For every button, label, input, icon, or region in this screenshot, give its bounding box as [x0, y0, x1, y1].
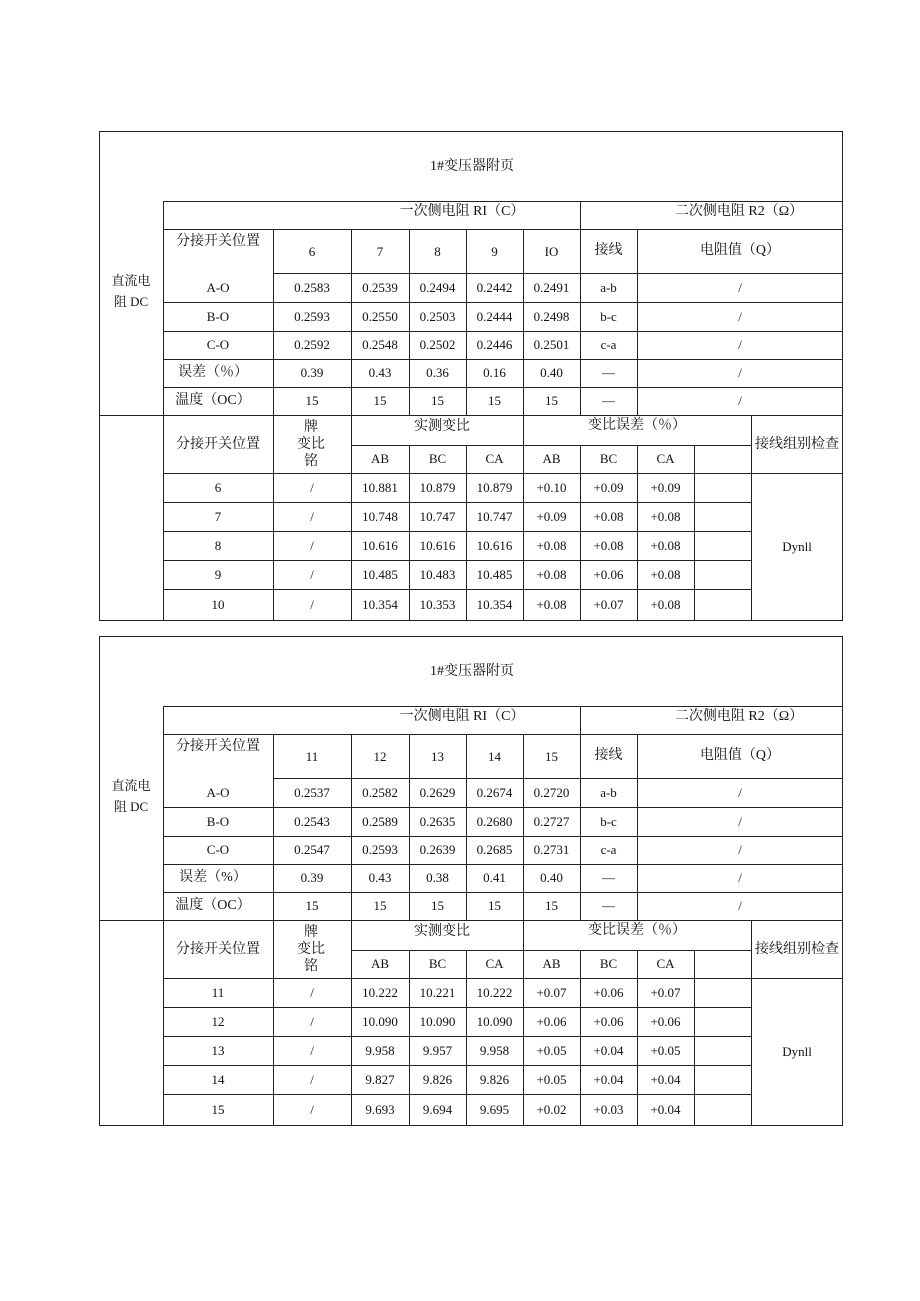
resistance-value-cell: 0.2550 — [362, 308, 398, 324]
measured-ratio-cell: 10.881 — [362, 479, 398, 495]
measured-ratio-cell: 10.221 — [419, 984, 456, 1000]
resistance-value-cell: 0.2589 — [362, 813, 398, 829]
resistance-value-cell: 0.2498 — [533, 308, 570, 324]
resistance-value-cell: 0.38 — [426, 870, 449, 885]
resistance-value-cell: 0.2583 — [294, 279, 330, 295]
nameplate-ratio-cell: / — [310, 508, 314, 524]
rule-v — [273, 734, 274, 920]
ratio-tap-cell: 8 — [214, 537, 222, 553]
measured-ratio-cell: 10.616 — [419, 537, 456, 553]
measured-ratio-cell: 9.958 — [479, 1042, 510, 1058]
wiring-label: 接线 — [594, 748, 623, 763]
resistance-row-label: 温度（OC） — [175, 898, 251, 913]
wiring-cell: — — [602, 870, 615, 885]
resistance-value-cell: 15 — [305, 393, 319, 408]
ratio-tap-cell: 14 — [211, 1071, 225, 1087]
secondary-resistance-cell: / — [738, 337, 742, 352]
resistance-value-cell: 0.2680 — [476, 813, 513, 829]
ratio-error-cell: +0.08 — [536, 597, 567, 612]
rule-h — [163, 387, 843, 388]
measured-ratio-cell: 10.879 — [419, 479, 456, 495]
measured-ratio-cell: 10.354 — [362, 597, 398, 612]
measured-ratio-cell: 9.826 — [479, 1071, 510, 1087]
measured-ratio-cell: 10.222 — [362, 984, 398, 1000]
resistance-row-label: A-O — [206, 279, 230, 295]
phase-column-header: CA — [656, 956, 675, 971]
resistance-value-cell: 0.40 — [540, 365, 563, 380]
ratio-error-cell: +0.04 — [593, 1071, 624, 1087]
resistance-row-label: 误差（％） — [178, 365, 248, 380]
ratio-error-cell: +0.09 — [650, 479, 681, 495]
ratio-error-cell: +0.08 — [650, 508, 681, 524]
ratio-error-cell: +0.04 — [593, 1042, 624, 1058]
measured-ratio-cell: 10.090 — [362, 1013, 398, 1029]
ratio-error-cell: +0.05 — [650, 1042, 681, 1058]
secondary-resistance-cell: / — [738, 393, 742, 408]
phase-column-header: AB — [370, 956, 390, 971]
rule-h — [163, 892, 843, 893]
tap-column-2: 12 — [373, 749, 387, 764]
measured-ratio-cell: 9.826 — [422, 1071, 453, 1087]
rule-v — [163, 201, 164, 621]
measured-ratio-cell: 10.616 — [362, 537, 398, 553]
sheet-title: 1#变压器附页 — [430, 664, 514, 679]
nameplate-ratio-label: 变比 — [297, 942, 325, 957]
ratio-error-cell: +0.08 — [650, 566, 681, 582]
resistance-row-label: C-O — [206, 842, 230, 857]
ratio-tap-cell: 10 — [211, 597, 225, 612]
rule-h — [163, 331, 843, 332]
rule-v — [466, 950, 467, 1126]
secondary-resistance-cell: / — [738, 279, 742, 295]
resistance-value-cell: 0.36 — [426, 365, 449, 380]
ratio-error-cell: +0.04 — [650, 1071, 681, 1087]
rule-h — [163, 734, 843, 735]
phase-column-header: AB — [370, 451, 390, 466]
rule-v — [273, 229, 274, 415]
rule-h — [100, 415, 843, 416]
nameplate-ratio-label: 牌 — [304, 420, 318, 435]
rule-h — [163, 836, 843, 837]
resistance-row-label: C-O — [206, 337, 230, 352]
measured-ratio-cell: 9.827 — [365, 1071, 395, 1087]
measured-ratio-cell: 10.090 — [419, 1013, 456, 1029]
nameplate-ratio-cell: / — [310, 1102, 314, 1117]
rule-v — [273, 415, 274, 621]
rule-h — [163, 502, 751, 503]
resistance-value-cell: 0.39 — [300, 365, 324, 380]
resistance-value-cell: 0.39 — [300, 870, 324, 885]
measured-ratio-label: 实测变比 — [414, 924, 470, 939]
rule-h — [751, 978, 843, 979]
rule-h — [163, 1065, 751, 1066]
ratio-error-cell: +0.03 — [593, 1102, 624, 1117]
ratio-error-cell: +0.08 — [536, 566, 567, 582]
measured-ratio-cell: 10.222 — [476, 984, 513, 1000]
nameplate-ratio-label: 变比 — [297, 437, 325, 452]
rule-h — [163, 531, 751, 532]
resistance-value-cell: 15 — [545, 393, 558, 408]
ratio-error-cell: +0.08 — [650, 597, 681, 612]
resistance-row-label: B-O — [206, 813, 230, 829]
resistance-value-cell: 15 — [545, 898, 558, 913]
phase-column-header: BC — [599, 956, 618, 971]
row-label-line-2: 阻 DC — [113, 294, 149, 309]
rule-h — [163, 302, 843, 303]
measured-ratio-label: 实测变比 — [414, 419, 470, 434]
ratio-error-cell: +0.10 — [536, 479, 567, 495]
tap-column-3: 13 — [431, 749, 444, 764]
resistance-row-label: A-O — [206, 784, 230, 800]
resistance-value-cell: 0.2593 — [362, 842, 398, 857]
resistance-value-label: 电阻值（Q） — [699, 748, 781, 763]
rule-h — [351, 950, 751, 951]
measured-ratio-cell: 10.353 — [419, 597, 456, 612]
ratio-error-label: 变比误差（％） — [588, 418, 686, 433]
resistance-value-cell: 0.2444 — [476, 308, 513, 324]
rule-h — [163, 589, 751, 590]
row-label-line-1: 直流电 — [111, 778, 151, 793]
rule-h — [163, 229, 843, 230]
resistance-value-cell: 0.2727 — [533, 813, 570, 829]
resistance-value-cell: 0.2720 — [533, 784, 570, 800]
rule-v — [580, 706, 581, 920]
rule-h — [163, 473, 751, 474]
resistance-value-cell: 15 — [305, 898, 319, 913]
transformer-sheet-2 — [99, 636, 843, 1126]
rule-h — [751, 473, 843, 474]
ratio-error-cell: +0.07 — [536, 984, 567, 1000]
wiring-label: 接线 — [594, 243, 623, 258]
group-value: Dynll — [782, 539, 812, 554]
nameplate-ratio-cell: / — [310, 1042, 314, 1058]
resistance-value-cell: 15 — [373, 393, 387, 408]
resistance-value-cell: 0.40 — [540, 870, 563, 885]
phase-column-header: CA — [485, 956, 504, 971]
ratio-error-cell: +0.06 — [593, 566, 624, 582]
wiring-cell: a-b — [600, 784, 617, 800]
resistance-value-cell: 0.2548 — [362, 337, 398, 352]
rule-v — [694, 445, 695, 621]
ratio-tap-position-label: 分接开关位置 — [176, 942, 260, 957]
phase-column-header: CA — [656, 451, 675, 466]
resistance-value-cell: 0.2491 — [533, 279, 570, 295]
measured-ratio-cell: 9.958 — [365, 1042, 395, 1058]
ratio-error-cell: +0.06 — [536, 1013, 567, 1029]
rule-v — [637, 445, 638, 621]
resistance-value-cell: 0.2593 — [294, 308, 330, 324]
ratio-error-cell: +0.06 — [650, 1013, 681, 1029]
secondary-resistance-header: 二次侧电阻 R2（Ω） — [674, 709, 804, 724]
ratio-error-cell: +0.08 — [650, 537, 681, 553]
tap-position-label: 分接开关位置 — [176, 234, 260, 249]
resistance-value-cell: 0.2629 — [419, 784, 456, 800]
rule-v — [466, 445, 467, 621]
nameplate-ratio-cell: / — [310, 537, 314, 553]
measured-ratio-cell: 10.748 — [362, 508, 398, 524]
sheet-title: 1#变压器附页 — [430, 159, 514, 174]
nameplate-ratio-label: 铭 — [304, 454, 318, 469]
rule-v — [694, 950, 695, 1126]
nameplate-ratio-cell: / — [310, 984, 314, 1000]
rule-h — [163, 864, 843, 865]
resistance-row-label: B-O — [206, 308, 230, 324]
measured-ratio-cell: 10.747 — [476, 508, 513, 524]
resistance-row-label: 温度（OC） — [175, 393, 251, 408]
wiring-cell: b-c — [600, 813, 617, 829]
resistance-value-cell: 0.2502 — [419, 337, 456, 352]
phase-column-header: BC — [428, 451, 447, 466]
ratio-error-cell: +0.09 — [536, 508, 567, 524]
rule-v — [580, 201, 581, 415]
resistance-value-cell: 15 — [431, 898, 444, 913]
resistance-value-cell: 0.2537 — [294, 784, 330, 800]
wiring-cell: c-a — [600, 842, 617, 857]
rule-h — [273, 778, 843, 779]
resistance-value-cell: 0.2494 — [419, 279, 456, 295]
ratio-error-cell: +0.05 — [536, 1042, 567, 1058]
ratio-tap-cell: 6 — [214, 479, 222, 495]
secondary-resistance-cell: / — [738, 308, 742, 324]
resistance-value-cell: 0.2547 — [294, 842, 330, 857]
ratio-error-cell: +0.08 — [593, 508, 624, 524]
nameplate-ratio-label: 牌 — [304, 925, 318, 940]
resistance-value-cell: 0.2674 — [476, 784, 513, 800]
resistance-value-cell: 0.2503 — [419, 308, 456, 324]
rule-h — [163, 359, 843, 360]
resistance-row-label: 误差（%） — [179, 870, 247, 885]
resistance-value-cell: 0.2635 — [419, 813, 456, 829]
measured-ratio-cell: 10.879 — [476, 479, 513, 495]
resistance-value-cell: 15 — [431, 393, 444, 408]
ratio-error-cell: +0.04 — [650, 1102, 681, 1117]
secondary-resistance-cell: / — [738, 870, 742, 885]
rule-h — [163, 807, 843, 808]
nameplate-ratio-cell: / — [310, 566, 314, 582]
tap-position-label: 分接开关位置 — [176, 739, 260, 754]
rule-h — [163, 978, 751, 979]
measured-ratio-cell: 9.957 — [422, 1042, 453, 1058]
secondary-resistance-header: 二次侧电阻 R2（Ω） — [674, 204, 804, 219]
wiring-cell: — — [602, 898, 615, 913]
primary-resistance-header: 一次侧电阻 RI（C） — [399, 204, 525, 219]
resistance-value-cell: 15 — [488, 898, 501, 913]
measured-ratio-cell: 10.483 — [419, 566, 456, 582]
resistance-value-cell: 0.2539 — [362, 279, 398, 295]
secondary-resistance-cell: / — [738, 813, 742, 829]
ratio-error-cell: +0.06 — [593, 984, 624, 1000]
phase-column-header: BC — [599, 451, 618, 466]
rule-h — [163, 201, 843, 202]
ratio-error-cell: +0.08 — [536, 537, 567, 553]
measured-ratio-cell: 10.485 — [476, 566, 513, 582]
ratio-error-cell: +0.05 — [536, 1071, 567, 1087]
phase-column-header: CA — [485, 451, 504, 466]
phase-column-header: AB — [542, 451, 561, 466]
ratio-tap-cell: 11 — [211, 984, 225, 1000]
measured-ratio-cell: 9.695 — [479, 1102, 510, 1117]
resistance-value-cell: 0.16 — [483, 365, 506, 380]
nameplate-ratio-cell: / — [310, 597, 314, 612]
ratio-error-label: 变比误差（％） — [588, 923, 686, 938]
rule-h — [163, 560, 751, 561]
resistance-value-cell: 0.2543 — [294, 813, 330, 829]
rule-v — [273, 920, 274, 1126]
transformer-sheet-1 — [99, 131, 843, 621]
ratio-error-cell: +0.06 — [593, 1013, 624, 1029]
resistance-value-cell: 0.2639 — [419, 842, 456, 857]
wiring-cell: — — [602, 393, 615, 408]
ratio-error-cell: +0.08 — [593, 537, 624, 553]
resistance-value-cell: 0.2446 — [476, 337, 513, 352]
secondary-resistance-cell: / — [738, 365, 742, 380]
measured-ratio-cell: 10.354 — [476, 597, 513, 612]
rule-v — [580, 445, 581, 621]
resistance-value-label: 电阻值（Q） — [699, 243, 781, 258]
tap-column-2: 7 — [376, 244, 384, 259]
nameplate-ratio-cell: / — [310, 479, 314, 495]
rule-h — [163, 1036, 751, 1037]
measured-ratio-cell: 10.090 — [476, 1013, 513, 1029]
resistance-value-cell: 0.2442 — [476, 279, 513, 295]
resistance-value-cell: 15 — [488, 393, 501, 408]
phase-column-header: AB — [542, 956, 561, 971]
resistance-value-cell: 15 — [373, 898, 387, 913]
rule-v — [409, 445, 410, 621]
tap-column-5: IO — [544, 244, 559, 259]
tap-column-1: 11 — [305, 749, 319, 764]
tap-column-4: 9 — [491, 244, 498, 259]
resistance-value-cell: 0.2592 — [294, 337, 330, 352]
measured-ratio-cell: 10.747 — [419, 508, 456, 524]
ratio-tap-cell: 12 — [211, 1013, 225, 1029]
group-value: Dynll — [782, 1044, 812, 1059]
resistance-value-cell: 0.2582 — [362, 784, 398, 800]
rule-v — [580, 950, 581, 1126]
row-label-line-2: 阻 DC — [113, 799, 149, 814]
rule-v — [637, 950, 638, 1126]
nameplate-ratio-label: 铭 — [304, 959, 318, 974]
nameplate-ratio-cell: / — [310, 1071, 314, 1087]
ratio-tap-cell: 9 — [214, 566, 222, 582]
measured-ratio-cell: 9.694 — [422, 1102, 453, 1117]
resistance-value-cell: 0.2685 — [476, 842, 513, 857]
tap-column-4: 14 — [488, 749, 501, 764]
ratio-tap-cell: 13 — [211, 1042, 225, 1058]
ratio-error-cell: +0.07 — [593, 597, 624, 612]
ratio-tap-cell: 7 — [214, 508, 222, 524]
phase-column-header: BC — [428, 956, 447, 971]
ratio-tap-position-label: 分接开关位置 — [176, 437, 260, 452]
resistance-value-cell: 0.43 — [368, 870, 392, 885]
group-check-label: 接线组别检查 — [755, 437, 839, 452]
secondary-resistance-cell: / — [738, 842, 742, 857]
wiring-cell: c-a — [600, 337, 617, 352]
rule-h — [273, 273, 843, 274]
rule-h — [351, 445, 751, 446]
measured-ratio-cell: 9.693 — [365, 1102, 395, 1117]
ratio-error-cell: +0.07 — [650, 984, 681, 1000]
ratio-error-cell: +0.02 — [536, 1102, 567, 1117]
rule-h — [163, 1007, 751, 1008]
resistance-value-cell: 0.43 — [368, 365, 392, 380]
primary-resistance-header: 一次侧电阻 RI（C） — [399, 709, 525, 724]
row-label-line-1: 直流电 — [111, 273, 151, 288]
tap-column-5: 15 — [545, 749, 558, 764]
ratio-error-cell: +0.09 — [593, 479, 624, 495]
tap-column-1: 6 — [308, 244, 316, 259]
rule-h — [100, 920, 843, 921]
rule-h — [163, 1094, 751, 1095]
measured-ratio-cell: 10.485 — [362, 566, 398, 582]
secondary-resistance-cell: / — [738, 898, 742, 913]
nameplate-ratio-cell: / — [310, 1013, 314, 1029]
ratio-tap-cell: 15 — [211, 1102, 225, 1117]
group-check-label: 接线组别检查 — [755, 942, 839, 957]
wiring-cell: a-b — [600, 279, 617, 295]
rule-h — [163, 706, 843, 707]
rule-v — [409, 950, 410, 1126]
resistance-value-cell: 0.2731 — [533, 842, 570, 857]
rule-v — [163, 706, 164, 1126]
wiring-cell: b-c — [600, 308, 617, 324]
resistance-value-cell: 0.41 — [483, 870, 506, 885]
tap-column-3: 8 — [434, 244, 441, 259]
resistance-value-cell: 0.2501 — [533, 337, 570, 352]
secondary-resistance-cell: / — [738, 784, 742, 800]
wiring-cell: — — [602, 365, 615, 380]
measured-ratio-cell: 10.616 — [476, 537, 513, 553]
